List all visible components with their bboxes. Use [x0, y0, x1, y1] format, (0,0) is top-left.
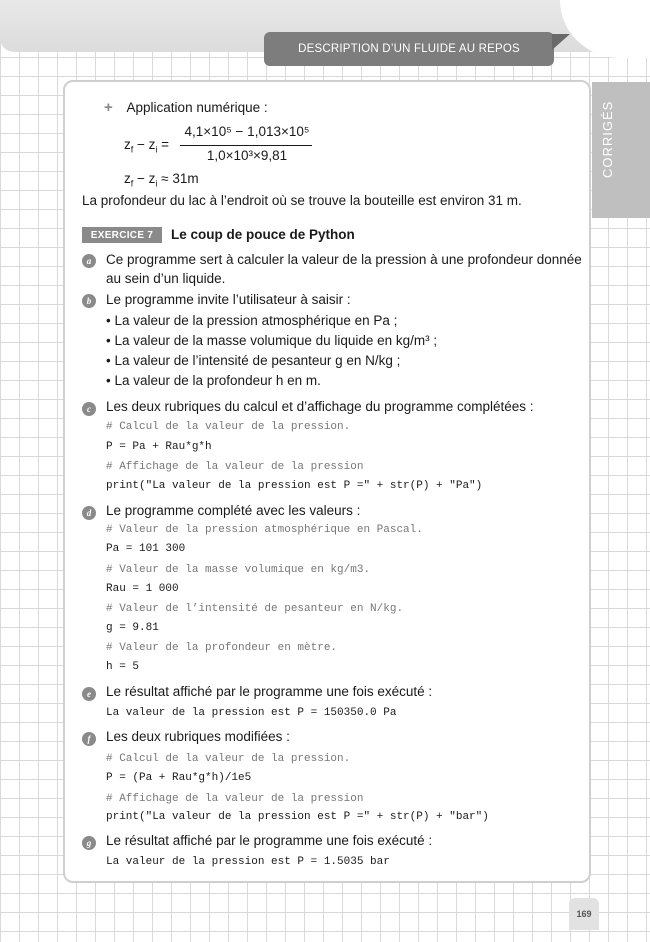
- item-b-bullet-3: • La valeur de l’intensité de pesanteur g en N/kg ;: [106, 353, 401, 368]
- item-d-text: Le programme complété avec les valeurs :: [106, 503, 361, 518]
- code-e-line-1: La valeur de la pression est P = 150350.0 Pa: [106, 707, 397, 719]
- code-d-line-3: # Valeur de la masse volumique en kg/m3.: [106, 564, 371, 576]
- section-header: [264, 32, 554, 66]
- code-c-line-4: print("La valeur de la pression est P =" + str(P) + "Pa"): [106, 480, 483, 492]
- equation-2: $z_f - z_i \approx 31m$: [124, 171, 199, 189]
- code-d-line-2: Pa = 101 300: [106, 543, 186, 555]
- item-b-bullet-4: • La valeur de la profondeur h en m.: [106, 373, 321, 388]
- code-c-line-1: # Calcul de la valeur de la pression.: [106, 421, 351, 433]
- code-c-line-2: P = Pa + Rau*g*h: [106, 441, 212, 453]
- application-heading: + Application numérique :: [104, 99, 268, 116]
- section-title: DESCRIPTION D’UN FLUIDE AU REPOS: [298, 43, 520, 55]
- item-a-line2: au sein d’un liquide.: [106, 271, 226, 286]
- side-tab: [592, 82, 650, 218]
- item-a-line1: Ce programme sert à calculer la valeur de la pression à une profondeur donnée: [106, 252, 582, 267]
- code-f-line-3: # Affichage de la valeur de la pression: [106, 793, 364, 805]
- item-c-badge: c: [82, 402, 96, 416]
- code-f-line-1: # Calcul de la valeur de la pression.: [106, 753, 351, 765]
- item-e-badge: e: [82, 687, 96, 701]
- item-b-text: Le programme invite l’utilisateur à saisir :: [106, 292, 351, 307]
- code-f-line-4: print("La valeur de la pression est P =" + str(P) + "bar"): [106, 811, 489, 823]
- code-d-line-4: Rau = 1 000: [106, 583, 179, 595]
- item-e-text: Le résultat affiché par le programme une fois exécuté :: [106, 684, 433, 699]
- item-b-bullet-2: • La valeur de la masse volumique du liquide en kg/m³ ;: [106, 333, 438, 348]
- item-d-badge: d: [82, 506, 96, 520]
- code-c-line-3: # Affichage de la valeur de la pression: [106, 461, 364, 473]
- conclusion-text: La profondeur du lac à l’endroit où se trouve la bouteille est environ 31 m.: [82, 193, 522, 208]
- plus-icon: +: [104, 99, 113, 116]
- exercise-badge: EXERCICE 7: [82, 227, 162, 243]
- item-a-badge: a: [82, 254, 96, 268]
- code-d-line-6: g = 9.81: [106, 622, 159, 634]
- item-b-badge: b: [82, 294, 96, 308]
- code-d-line-5: # Valeur de l’intensité de pesanteur en N/kg.: [106, 603, 404, 615]
- equation-1-lhs: $z_f - z_i$ =: [124, 137, 170, 155]
- equation-1-denominator: 1,0×10³×9,81: [206, 148, 288, 163]
- code-f-line-2: P = (Pa + Rau*g*h)/1e5: [106, 772, 252, 784]
- item-f-badge: f: [82, 732, 96, 746]
- item-g-text: Le résultat affiché par le programme une fois exécuté :: [106, 833, 433, 848]
- code-d-line-7: # Valeur de la profondeur en mètre.: [106, 642, 338, 654]
- exercise-title: Le coup de pouce de Python: [171, 227, 355, 242]
- code-g-line-1: La valeur de la pression est P = 1.5035 bar: [106, 856, 390, 868]
- item-b-bullet-1: • La valeur de la pression atmosphérique en Pa ;: [106, 313, 398, 328]
- code-d-line-8: h = 5: [106, 661, 140, 673]
- code-d-line-1: # Valeur de la pression atmosphérique en Pascal.: [106, 524, 423, 536]
- page-number: 169: [569, 898, 599, 930]
- side-tab-label: CORRIGÉS: [600, 100, 615, 178]
- fraction-line: [180, 145, 312, 146]
- header-tab-tip: [552, 34, 570, 50]
- item-g-badge: g: [82, 836, 96, 850]
- item-f-text: Les deux rubriques modifiées :: [106, 729, 290, 744]
- equation-1-numerator: 4,1×10⁵ − 1,013×10⁵: [184, 124, 310, 139]
- item-c-text: Les deux rubriques du calcul et d’affichage du programme complétées :: [106, 399, 534, 414]
